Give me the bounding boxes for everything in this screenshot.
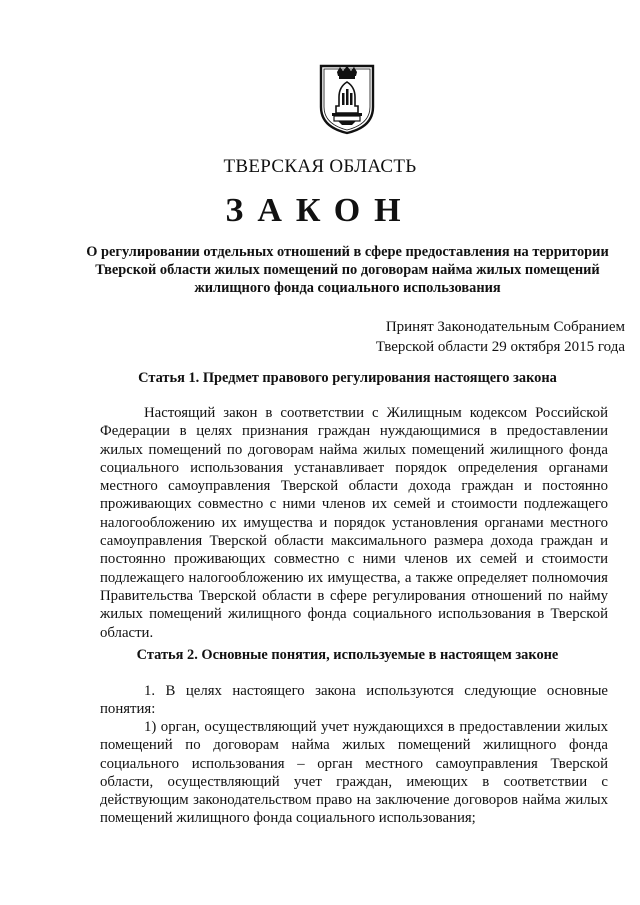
article-1-heading: Статья 1. Предмет правового регулирования настоящего закона bbox=[138, 370, 557, 386]
article-2-item-1-1: 1) орган, осуществляющий учет нуждающихся в предоставлении жилых помещений по договорам найма жилых помещений жилищного фонда социального использования – орган местного самоуправления Тверской области, осуществляющий учет граждан, имеющих в соответствии с действующим законодательством право на заключение договоров найма жилых помещений жилищного фонда социального использования; bbox=[100, 719, 608, 827]
law-title: О регулировании отдельных отношений в сфере предоставления на территории Тверской области жилых помещений по договорам найма жилых помещений жилищного фонда социального использования bbox=[86, 244, 609, 296]
adoption-note: Принят Законодательным Собранием Тверской области 29 октября 2015 года bbox=[375, 319, 625, 355]
article-1-text: Настоящий закон в соответствии с Жилищным кодексом Российской Федерации в целях признания граждан нуждающимися в предоставлении жилых помещений по договорам найма жилых помещений жилищного фонда социального использования устанавливает порядок определения органами местного самоуправления Тверской области дохода граждан и постоянно проживающих совместно с ними членов их семей и стоимости подлежащего налогообложению их имущества и порядок установления органами местного самоуправления Тверской области максимального размера дохода граждан и постоянно проживающих совместно с ними членов их семей и стоимости подлежащего налогообложению их имущества, а также определяет полномочия Правительства Тверской области в сфере регулирования отношений по найму жилых помещений жилищного фонда социального использования в Тверской области. bbox=[100, 405, 608, 641]
coat-of-arms-emblem bbox=[318, 63, 376, 135]
document-type: ЗАКОН bbox=[225, 192, 415, 229]
region-name: ТВЕРСКАЯ ОБЛАСТЬ bbox=[223, 156, 417, 177]
article-2-item-1: 1. В целях настоящего закона используются следующие основные понятия: bbox=[100, 683, 608, 718]
article-2-heading: Статья 2. Основные понятия, используемые в настоящем законе bbox=[136, 647, 559, 663]
